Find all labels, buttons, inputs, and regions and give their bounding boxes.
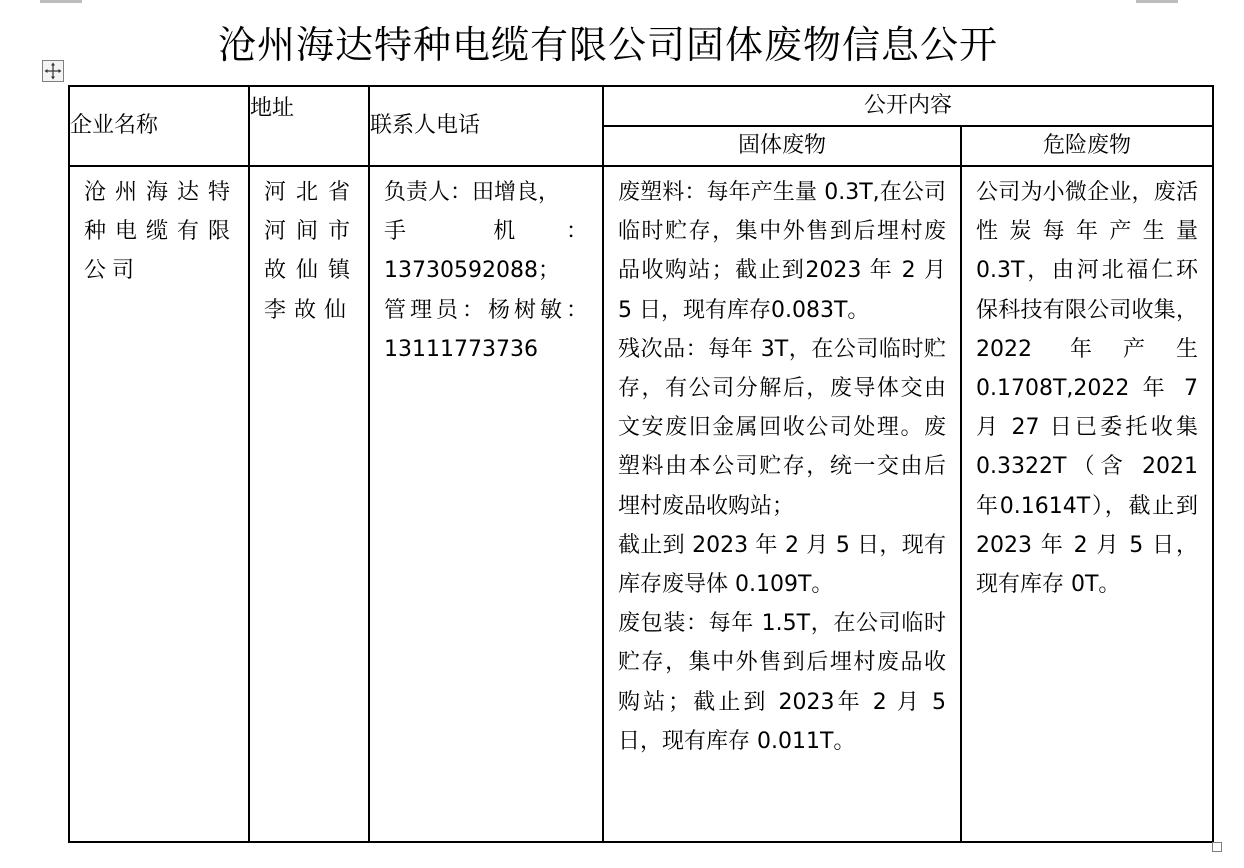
cell-hazardous-waste: 公司为小微企业，废活性炭每年产生量 0.3T，由河北福仁环保科技有限公司收集，2022 年产生 0.1708T,2022 年 7月 27 日已委托收集0.3322T（含 2021 年0.1614T），截止到2023 年 2 月 5 日，现有库存 0T。 (961, 166, 1213, 842)
solid-waste-defective: 残次品：每年 3T，在公司临时贮存，有公司分解后，废导体交由文安废旧金属回收公司处理。废塑料由本公司贮存，统一交由后埋村废品收购站； (618, 336, 946, 519)
solid-waste-plastic: 废塑料：每年产生量 0.3T,在公司临时贮存，集中外售到后埋村废品收购站；截止到2023 年 2 月 5 日，现有库存0.083T。 (618, 180, 946, 323)
margin-corner-mark-right (1136, 0, 1178, 3)
table-row (69, 166, 1213, 842)
table-move-handle-icon[interactable] (42, 60, 64, 82)
header-company-name: 企业名称 (69, 86, 249, 166)
table-header-row (69, 86, 1213, 126)
solid-waste-packaging: 废包装：每年 1.5T，在公司临时贮存，集中外售到后埋村废品收购站；截止到 2023年 2 月 5 日，现有库存 0.011T。 (618, 611, 946, 754)
header-solid-waste: 固体废物 (603, 126, 961, 166)
solid-waste-conductor-stock: 截止到 2023 年 2 月 5 日，现有库存废导体 0.109T。 (618, 532, 946, 598)
four-way-arrow-icon (43, 61, 63, 81)
cell-solid-waste (603, 166, 961, 842)
header-address: 地址 (249, 86, 369, 166)
document-title: 沧州海达特种电缆有限公司固体废物信息公开 (217, 23, 998, 67)
table-resize-handle[interactable] (1212, 842, 1222, 852)
cell-company-name: 沧州海达特种电缆有限公司 (69, 166, 249, 842)
header-disclosure-content: 公开内容 (603, 86, 1213, 126)
cell-address: 河北省河间市故仙镇李故仙 (249, 166, 369, 842)
waste-disclosure-table (68, 85, 1214, 843)
contact-mobile: 手 机 ：13730592088； (384, 219, 588, 284)
header-contact-phone: 联系人电话 (369, 86, 603, 166)
cell-contact (369, 166, 603, 842)
contact-responsible: 负责人：田增良， (384, 180, 561, 205)
header-hazardous-waste: 危险废物 (961, 126, 1213, 166)
margin-corner-mark-left (40, 0, 82, 3)
contact-manager: 管理员：杨树敏：13111773736 (384, 297, 588, 362)
